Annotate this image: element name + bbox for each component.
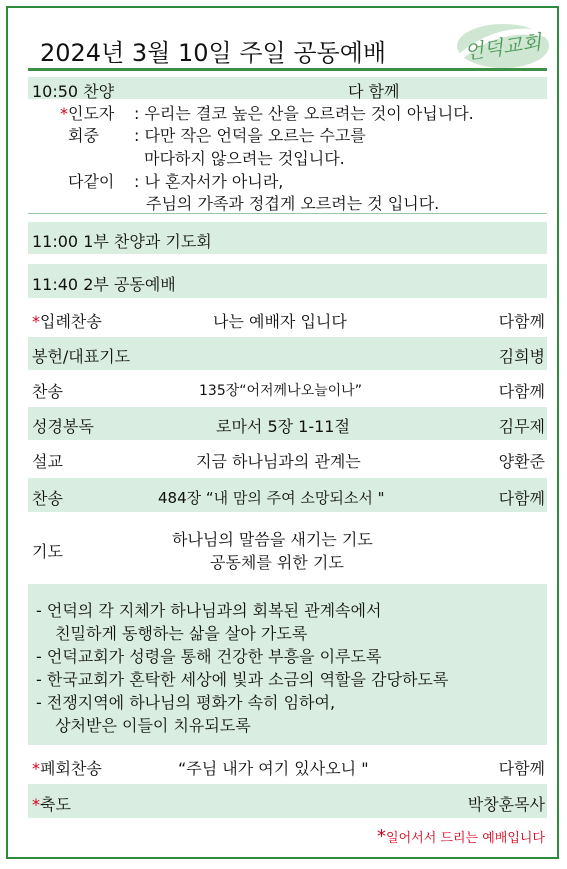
order-row: [28, 478, 547, 512]
prayer-topic-line: 상처받은 이들이 치유되도록: [50, 716, 251, 735]
order-content: 484장 “내 맘의 주여 소망되소서 ": [158, 489, 385, 507]
closing-item: 폐회찬송: [40, 759, 102, 778]
order-row: [28, 302, 547, 334]
prayer-item: 기도: [32, 542, 63, 561]
part1-row: [28, 222, 547, 254]
order-leader: 김희병: [498, 347, 545, 366]
order-leader: 김무제: [498, 417, 545, 436]
order-item: 봉헌/대표기도: [32, 347, 131, 366]
prayer-topics-box: [28, 584, 547, 745]
standing-note: [377, 826, 545, 847]
closing-item: 축도: [40, 795, 71, 814]
section-divider: [28, 213, 547, 214]
part1-label: 11:00 1부 찬양과 기도회: [32, 232, 212, 251]
header-rule: [28, 68, 547, 71]
order-leader: 양환준: [498, 452, 545, 471]
order-content: 지금 하나님과의 관계는: [196, 452, 361, 471]
closing-row: [28, 748, 547, 782]
order-row: [28, 442, 547, 475]
order-leader: 다함께: [498, 489, 545, 508]
prayer-row: [28, 515, 547, 577]
all-line-1: : 나 혼자서가 아니라,: [134, 172, 284, 191]
order-content: 로마서 5장 1-11절: [216, 417, 350, 436]
order-item: 찬송: [32, 382, 63, 401]
opening-with-all: 다 함께: [348, 82, 400, 101]
prayer-topic-line: 친밀하게 동행하는 삶을 살아 가도록: [50, 624, 308, 643]
speaker-congregation: 회중: [68, 126, 99, 145]
closing-row: [28, 784, 547, 818]
standing-mark: *: [32, 795, 40, 814]
opening-time-label: 10:50 찬양: [32, 82, 115, 101]
leader-line: : 우리는 결코 높은 산을 오르려는 것이 아닙니다.: [134, 104, 474, 123]
order-row: [28, 337, 547, 370]
order-row: [28, 372, 547, 404]
speaker-leader: 인도자: [68, 104, 115, 123]
order-item: 찬송: [32, 489, 63, 508]
part2-label: 11:40 2부 공동예배: [32, 275, 176, 294]
closing-content: “주님 내가 여기 있사오니 ": [178, 759, 369, 778]
order-leader: 다함께: [498, 312, 545, 331]
opening-hymn-row: [28, 77, 547, 99]
prayer-topic-line: - 언덕의 각 지체가 하나님과의 회복된 관계속에서: [36, 601, 382, 620]
prayer-topic-line: - 언덕교회가 성령을 통해 건강한 부흥을 이루도록: [36, 647, 382, 666]
part2-row: [28, 264, 547, 298]
standing-mark: *: [60, 104, 68, 123]
prayer-topic-line: - 전쟁지역에 하나님의 평화가 속히 임하여,: [36, 693, 336, 712]
order-item: 입례찬송: [40, 312, 102, 331]
order-row: [28, 407, 547, 440]
church-logo-text: 언덕교회: [462, 29, 543, 65]
speaker-all: 다같이: [68, 172, 115, 191]
order-content: 135장“어저께나오늘이나”: [199, 383, 362, 399]
order-item: 성경봉독: [32, 417, 94, 436]
prayer-line-2: 공동체를 위한 기도: [210, 553, 344, 572]
closing-leader: 다함께: [498, 759, 545, 778]
standing-mark: *: [377, 826, 387, 847]
order-item: 설교: [32, 452, 63, 471]
order-leader: 다함께: [498, 382, 545, 401]
closing-leader: 박창훈목사: [467, 795, 545, 814]
congregation-line-1: : 다만 작은 언덕을 오르는 수고를: [134, 126, 366, 145]
standing-mark: *: [32, 312, 40, 331]
prayer-line-1: 하나님의 말씀을 새기는 기도: [172, 530, 373, 549]
prayer-topic-line: - 한국교회가 혼탁한 세상에 빛과 소금의 역할을 감당하도록: [36, 670, 449, 689]
standing-note-text: 일어서서 드리는 예배입니다: [386, 831, 545, 846]
order-content: 나는 예배자 입니다: [213, 312, 347, 331]
page-title: 2024년 3월 10일 주일 공동예배: [40, 39, 387, 67]
all-line-2: 주님의 가족과 정겹게 오르려는 것 입니다.: [146, 194, 440, 213]
congregation-line-2: 마다하지 않으려는 것입니다.: [144, 149, 345, 168]
standing-mark: *: [32, 759, 40, 778]
